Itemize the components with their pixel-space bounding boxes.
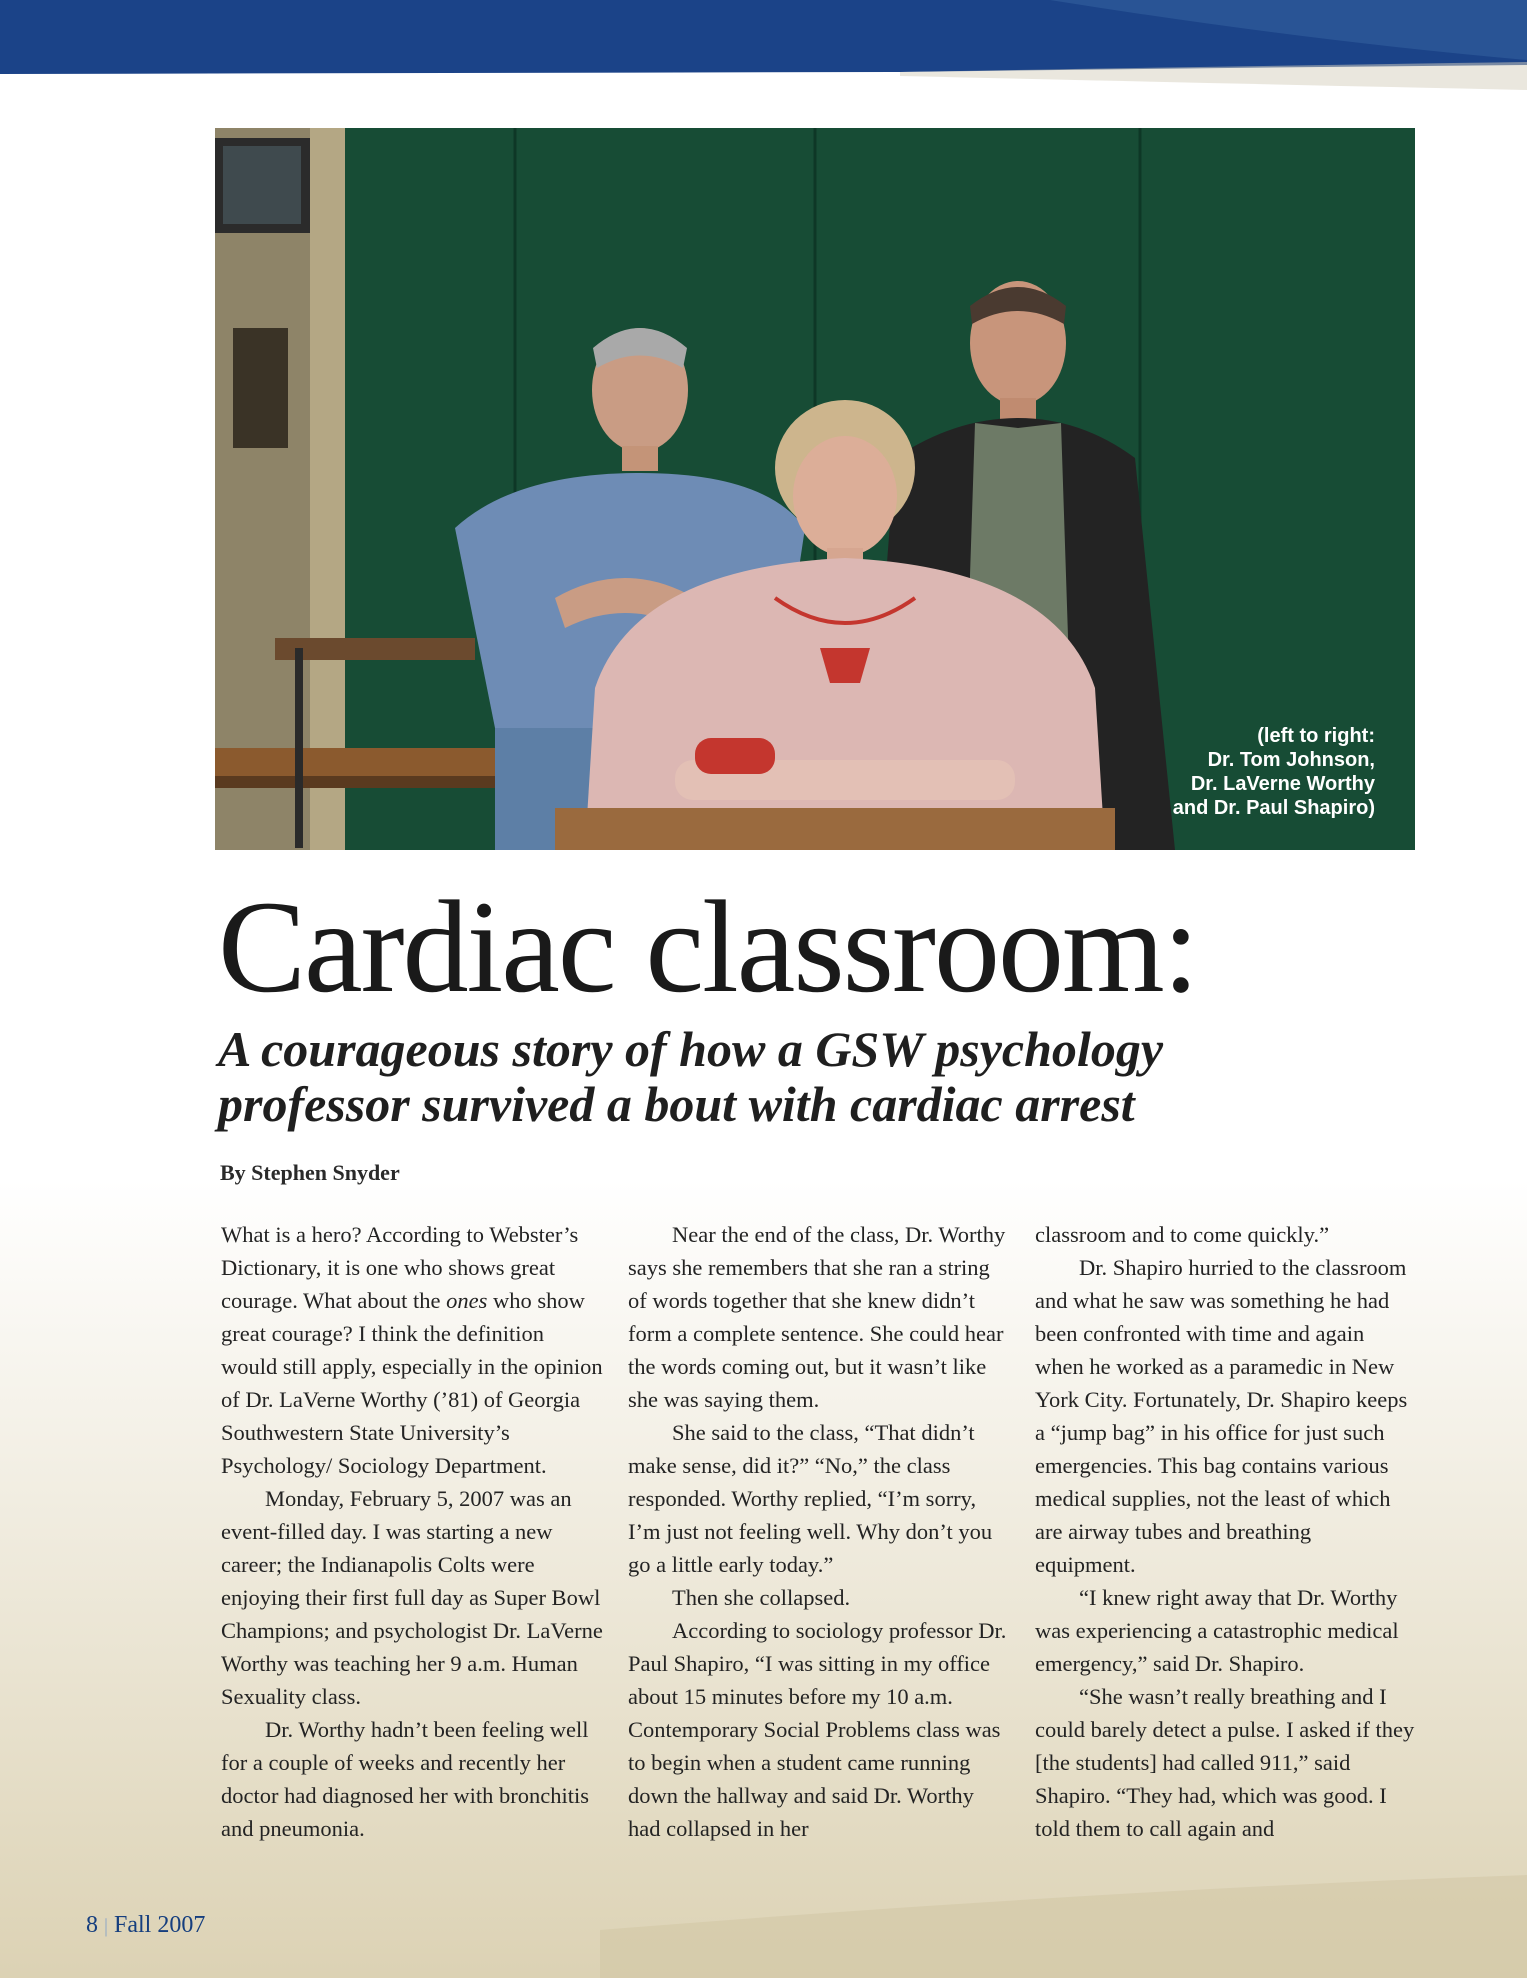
page-number: 8: [86, 1912, 98, 1938]
header-band: [0, 0, 1527, 90]
paragraph: classroom and to come quickly.”: [1035, 1222, 1330, 1247]
article-column-3: [1035, 1218, 1417, 1845]
caption-line: Dr. LaVerne Worthy: [1190, 773, 1375, 795]
caption-line: and Dr. Paul Shapiro): [1172, 797, 1375, 819]
article-column-2: [628, 1218, 1010, 1845]
byline: By Stephen Snyder: [220, 1160, 400, 1185]
feature-photo: [215, 128, 1415, 850]
text-run: who show great courage? I think the definition would still apply, especially in the opinion of Dr. LaVerne Worthy (’81) of Georgia Southwestern State University’s Psychology/ Sociology Department.: [221, 1288, 603, 1478]
issue-label: Fall 2007: [114, 1912, 206, 1938]
subtitle-line: A courageous story of how a GSW psychology: [218, 1021, 1164, 1077]
caption-line: (left to right:: [1257, 725, 1375, 747]
subtitle-line: professor survived a bout with cardiac arrest: [218, 1076, 1135, 1132]
article-title: Cardiac classroom:: [218, 873, 1198, 1020]
caption-line: Dr. Tom Johnson,: [1207, 749, 1375, 771]
paragraph: [221, 1218, 603, 1482]
paragraph: Then she collapsed.: [672, 1585, 851, 1610]
text-run-italic: ones: [446, 1288, 488, 1313]
page-footer: [86, 1912, 205, 1939]
article-subtitle: [218, 1022, 1318, 1132]
paragraph: According to sociology professor Dr. Paul Shapiro, “I was sitting in my office about 15 minutes before my 10 a.m. Contemporary Social Problems class was to begin when a student came running down the hallway and said Dr. Worthy had collapsed in her: [628, 1618, 1007, 1841]
paragraph: Dr. Worthy hadn’t been feeling well for a couple of weeks and recently her doctor had diagnosed her with bronchitis and pneumonia.: [221, 1717, 590, 1841]
paragraph: Monday, February 5, 2007 was an event-filled day. I was starting a new career; the Indianapolis Colts were enjoying their first full day as Super Bowl Champions; and psychologist Dr. LaVerne Worthy was teaching her 9 a.m. Human Sexuality class.: [221, 1486, 603, 1709]
paragraph: Dr. Shapiro hurried to the classroom and what he saw was something he had been confronted with time and again when he worked as a paramedic in New York City. Fortunately, Dr. Shapiro keeps a “jump bag” in his office for just such emergencies. This bag contains various medical supplies, not the least of which are airway tubes and breathing equipment.: [1035, 1255, 1408, 1577]
footer-separator: |: [104, 1915, 109, 1937]
photo-caption: [1035, 724, 1375, 820]
paragraph: Near the end of the class, Dr. Worthy says she remembers that she ran a string of words together that she knew didn’t form a complete sentence. She could hear the words coming out, but it wasn’t like she was saying them.: [628, 1222, 1006, 1412]
paragraph: “She wasn’t really breathing and I could barely detect a pulse. I asked if they [the students] had called 911,” said Shapiro. “They had, which was good. I told them to call again and: [1035, 1684, 1415, 1841]
footer-band: [0, 1870, 1527, 1978]
paragraph: “I knew right away that Dr. Worthy was experiencing a catastrophic medical emergency,” said Dr. Shapiro.: [1035, 1585, 1399, 1676]
text-run: What is a hero? According to Webster’s Dictionary, it is one who shows great courage. What about the: [221, 1222, 579, 1313]
article-column-1: [221, 1218, 603, 1845]
paragraph: She said to the class, “That didn’t make sense, did it?” “No,” the class responded. Worthy replied, “I’m sorry, I’m just not feeling well. Why don’t you go a little early today.”: [628, 1420, 993, 1577]
